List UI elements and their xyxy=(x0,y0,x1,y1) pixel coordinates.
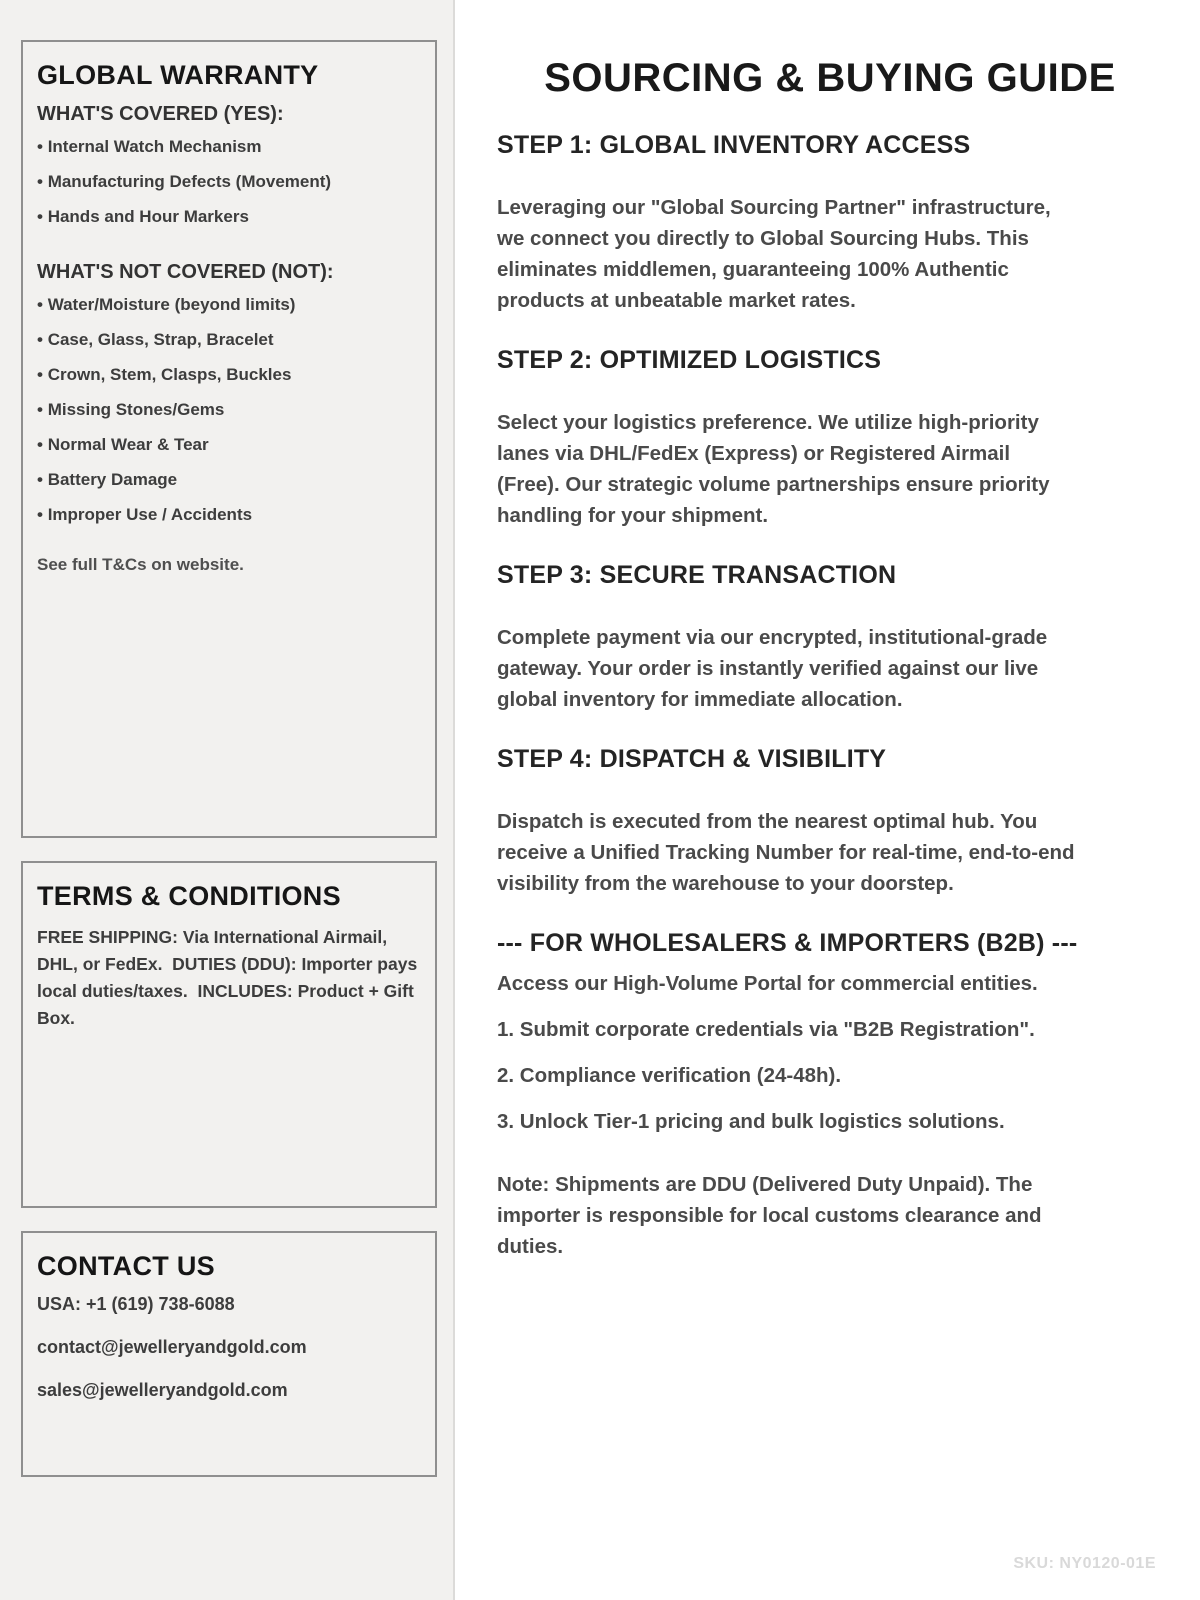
not-covered-item: • Missing Stones/Gems xyxy=(37,399,421,420)
section-paragraphs xyxy=(497,192,1163,316)
not-covered-item: • Normal Wear & Tear xyxy=(37,434,421,455)
contact-title: CONTACT US xyxy=(37,1251,215,1281)
terms-card xyxy=(21,861,437,1208)
contact-line: USA: +1 (619) 738-6088 xyxy=(37,1294,235,1314)
not-covered-list xyxy=(37,294,421,525)
covered-heading: WHAT'S COVERED (YES): xyxy=(37,103,284,125)
guide-sections xyxy=(497,131,1163,1262)
covered-item: • Hands and Hour Markers xyxy=(37,206,421,227)
contact-line: contact@jewelleryandgold.com xyxy=(37,1337,307,1357)
section-paragraph: Access our High-Volume Portal for commercial entities. xyxy=(497,972,1038,995)
not-covered-item: • Crown, Stem, Clasps, Buckles xyxy=(37,364,421,385)
sku-label: SKU: NY0120-01E xyxy=(1013,1555,1156,1572)
not-covered-item: • Battery Damage xyxy=(37,469,421,490)
section-paragraph: 2. Compliance verification (24-48h). xyxy=(497,1064,842,1087)
contact-lines xyxy=(37,1294,421,1401)
terms-body: FREE SHIPPING: Via International Airmail, DHL, or FedEx. DUTIES (DDU): Importer pays local duties/taxes. INCLUDES: Product + Gift Box. xyxy=(37,927,423,1028)
section-paragraphs xyxy=(497,407,1163,531)
not-covered-item: • Case, Glass, Strap, Bracelet xyxy=(37,329,421,350)
section-paragraph: 1. Submit corporate credentials via "B2B Registration". xyxy=(497,1018,1035,1041)
sourcing-guide xyxy=(497,0,1163,1262)
terms-title: TERMS & CONDITIONS xyxy=(37,881,341,911)
section-heading: STEP 3: SECURE TRANSACTION xyxy=(497,561,897,589)
not-covered-item: • Water/Moisture (beyond limits) xyxy=(37,294,421,315)
section-heading: STEP 4: DISPATCH & VISIBILITY xyxy=(497,745,887,773)
section-paragraph: Dispatch is executed from the nearest optimal hub. You receive a Unified Tracking Number for real-time, end-to-end visibility from the warehouse to your doorstep. xyxy=(497,810,1075,895)
section-paragraph: Note: Shipments are DDU (Delivered Duty Unpaid). The importer is responsible for local customs clearance and duties. xyxy=(497,1173,1042,1258)
warranty-title: GLOBAL WARRANTY xyxy=(37,60,319,90)
warranty-footnote: See full T&Cs on website. xyxy=(37,555,244,574)
covered-list xyxy=(37,136,421,227)
section-paragraph: Complete payment via our encrypted, institutional-grade gateway. Your order is instantly verified against our live global inventory for immediate allocation. xyxy=(497,626,1048,711)
contact-line: sales@jewelleryandgold.com xyxy=(37,1380,288,1400)
guide-section xyxy=(497,745,1163,899)
section-paragraph: Select your logistics preference. We utilize high-priority lanes via DHL/FedEx (Express) or Registered Airmail (Free). Our strategic volume partnerships ensure priority handling for your shipment. xyxy=(497,411,1050,527)
guide-section xyxy=(497,346,1163,531)
section-paragraphs xyxy=(497,622,1163,715)
section-paragraphs xyxy=(497,968,1163,1262)
sidebar xyxy=(0,0,455,1600)
section-paragraph: Leveraging our "Global Sourcing Partner" infrastructure, we connect you directly to Global Sourcing Hubs. This eliminates middlemen, guaranteeing 100% Authentic products at unbeatable market rates. xyxy=(497,196,1051,312)
covered-item: • Manufacturing Defects (Movement) xyxy=(37,171,421,192)
warranty-card xyxy=(21,40,437,838)
section-paragraphs xyxy=(497,806,1163,899)
section-paragraph: 3. Unlock Tier-1 pricing and bulk logistics solutions. xyxy=(497,1110,1005,1133)
section-heading: STEP 1: GLOBAL INVENTORY ACCESS xyxy=(497,131,971,159)
section-heading: STEP 2: OPTIMIZED LOGISTICS xyxy=(497,346,882,374)
not-covered-heading: WHAT'S NOT COVERED (NOT): xyxy=(37,261,334,283)
guide-section xyxy=(497,929,1163,1262)
guide-title: SOURCING & BUYING GUIDE xyxy=(544,56,1116,100)
section-heading: --- FOR WHOLESALERS & IMPORTERS (B2B) --- xyxy=(497,929,1078,957)
contact-card xyxy=(21,1231,437,1477)
covered-item: • Internal Watch Mechanism xyxy=(37,136,421,157)
not-covered-item: • Improper Use / Accidents xyxy=(37,504,421,525)
guide-section xyxy=(497,561,1163,715)
guide-section xyxy=(497,131,1163,316)
